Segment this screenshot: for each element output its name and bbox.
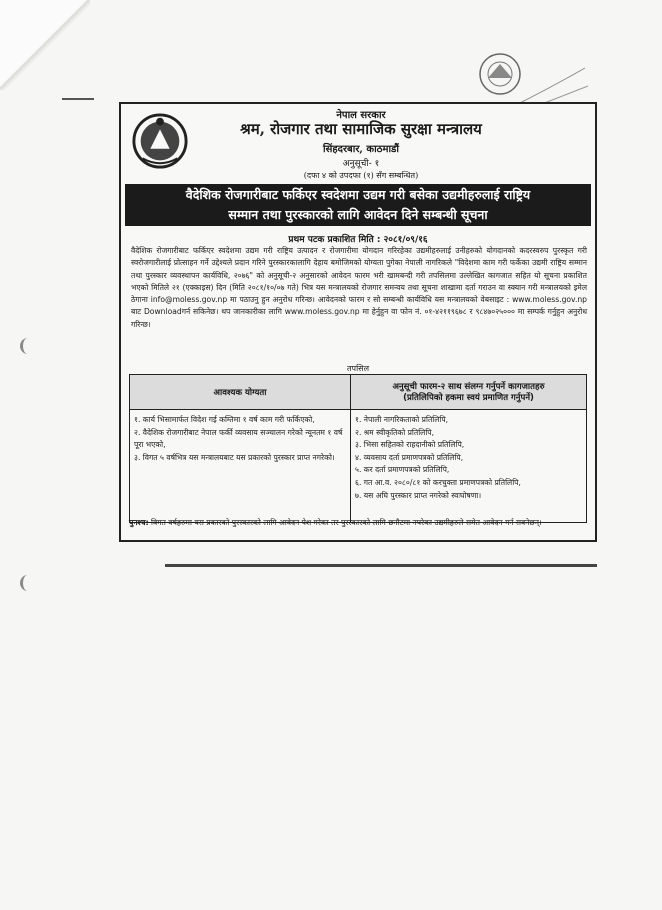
qualification-list	[130, 410, 351, 523]
divider	[165, 564, 597, 567]
documents-header	[351, 375, 587, 410]
page-fold	[0, 0, 90, 90]
documents-header-line: अनुसूची फारम-२ साथ संलग्न गर्नुपर्ने कागजातहरु	[392, 382, 545, 392]
government-name: नेपाल सरकार	[336, 110, 386, 121]
nepal-emblem-icon	[131, 112, 189, 170]
qualification-header: आवश्यक योग्यता	[130, 375, 351, 410]
notice-body: वैदेशिक रोजगारीबाट फर्किएर स्वदेशमा उद्यम गरी राष्ट्रिय उत्पादन र रोजगारीमा योगदान गरिरहेका उद्यमीहरुलाई उनीहरुको योगदानको कदरस्वरुप पुरस्कृत गरी स्वरोजगारीलाई प्रोत्साहन गर्ने उद्देश्यले प्रदान गरिने पुरस्कारकालागि देहाय बमोजिमको योग्यता पुगेका नेपाली नागरिकले "विदेशमा काम गरी फर्केका उद्यमी राष्ट्रिय सम्मान तथा पुरस्कार व्यवस्थापन कार्यविधि, २०७६" को अनुसूची-२ अनुसारको आवेदन फारम भरी खामबन्दी गरी तपसिलमा उल्लेखित कागजात सहित यो सूचना प्रकाशित भएको मितिले २१ (एक्काइस) दिन (मिति २०८१/१०/०७ गते) भित्र यस मन्त्रालयको रोजगार समन्वय तथा सूचना शाखामा दर्ता गराउन वा स्क्यान गरी मन्त्रालयको इमेल ठेगाना info@moless.gov.np मा पठाउनु हुन अनुरोध गरिन्छ। आवेदनको फारम र सो सम्बन्धी कार्यविधि यस मन्त्रालयको वेबसाइट : www.moless.gov.np बाट Downloadगर्न सकिनेछ। थप जानकारीका लागि www.moless.gov.np मा हेर्नुहुन वा फोन नं. ०१-४२११९६७८ र ९८४७०२५००० मा सम्पर्क गर्नुहुन अनुरोध गरिन्छ।	[131, 246, 587, 329]
punch-hole	[20, 338, 35, 354]
postscript-note	[129, 517, 589, 529]
postscript-label: पुनश्च:	[129, 518, 149, 527]
list-item: ७. यस अघि पुरस्कार प्राप्त नगरेको स्वःघोषणा।	[355, 490, 482, 500]
notice-title-line: सम्मान तथा पुरस्कारको लागि आवेदन दिने सम्बन्धी सूचना	[228, 207, 488, 222]
documents-list	[351, 410, 587, 523]
list-item: ४. व्यवसाय दर्ता प्रमाणपत्रको प्रतिलिपि,	[355, 452, 464, 462]
schedule-label: अनुसूची- १	[342, 159, 380, 169]
section-reference: (दफा ४ को उपदफा (१) सँग सम्बन्धित)	[303, 171, 419, 180]
list-item: १. नेपाली नागरिकताको प्रतिलिपि,	[355, 415, 449, 424]
notice-title-line: वैदेशिक रोजगारीबाट फर्किएर स्वदेशमा उद्यम गरी बसेका उद्यमीहरुलाई राष्ट्रिय	[185, 187, 531, 202]
published-date: प्रथम पटक प्रकाशित मिति : २०८१/०९/१६	[288, 235, 428, 245]
requirements-table	[129, 374, 587, 523]
ministry-name: श्रम, रोजगार तथा सामाजिक सुरक्षा मन्त्रालय	[240, 120, 482, 138]
punch-hole	[20, 575, 35, 591]
divider	[62, 98, 94, 100]
ministry-location: सिंहदरबार, काठमाडौं	[322, 144, 399, 155]
list-item: ६. गत आ.व. २०८०/८१ को करचुक्ता प्रमाणपत्रको प्रतिलिपि,	[355, 477, 521, 487]
documents-header-line: (प्रतिलिपिको हकमा स्वयं प्रमाणित गर्नुपर्ने)	[403, 393, 534, 403]
postscript-text: विगत वर्षहरुमा यस प्रकारको पुरस्कारको लागि आवेदन पेश गरेका तर पुरस्कारको लागि छनौटमा नपरेका उद्यमीहरुले समेत आवेदन गर्न सक्नेछन्।	[148, 518, 542, 527]
list-item: ३. भिसा सहितको राहदानीको प्रतिलिपि,	[355, 440, 465, 450]
public-notice	[119, 102, 597, 542]
notice-title-banner	[125, 184, 591, 226]
list-item: ३. विगत ५ वर्षभित्र यस मन्त्रालयबाट यस प्रकारको पुरस्कार प्राप्त नगरेको।	[134, 452, 335, 462]
list-item: १. कार्य भिसामार्फत विदेश गई कम्तिमा १ वर्ष काम गरी फर्किएको,	[134, 415, 315, 424]
list-item: २. श्रम स्वीकृतिको प्रतिलिपि,	[355, 427, 435, 437]
list-item: ५. कर दर्ता प्रमाणपत्रको प्रतिलिपि,	[355, 465, 450, 475]
schedule-heading: तपसिल	[346, 364, 369, 373]
list-item: २. वैदेशिक रोजगारीबाट नेपाल फर्की व्यवसाय सञ्चालन गरेको न्यूनतम १ वर्ष पूरा भएको,	[134, 427, 343, 450]
